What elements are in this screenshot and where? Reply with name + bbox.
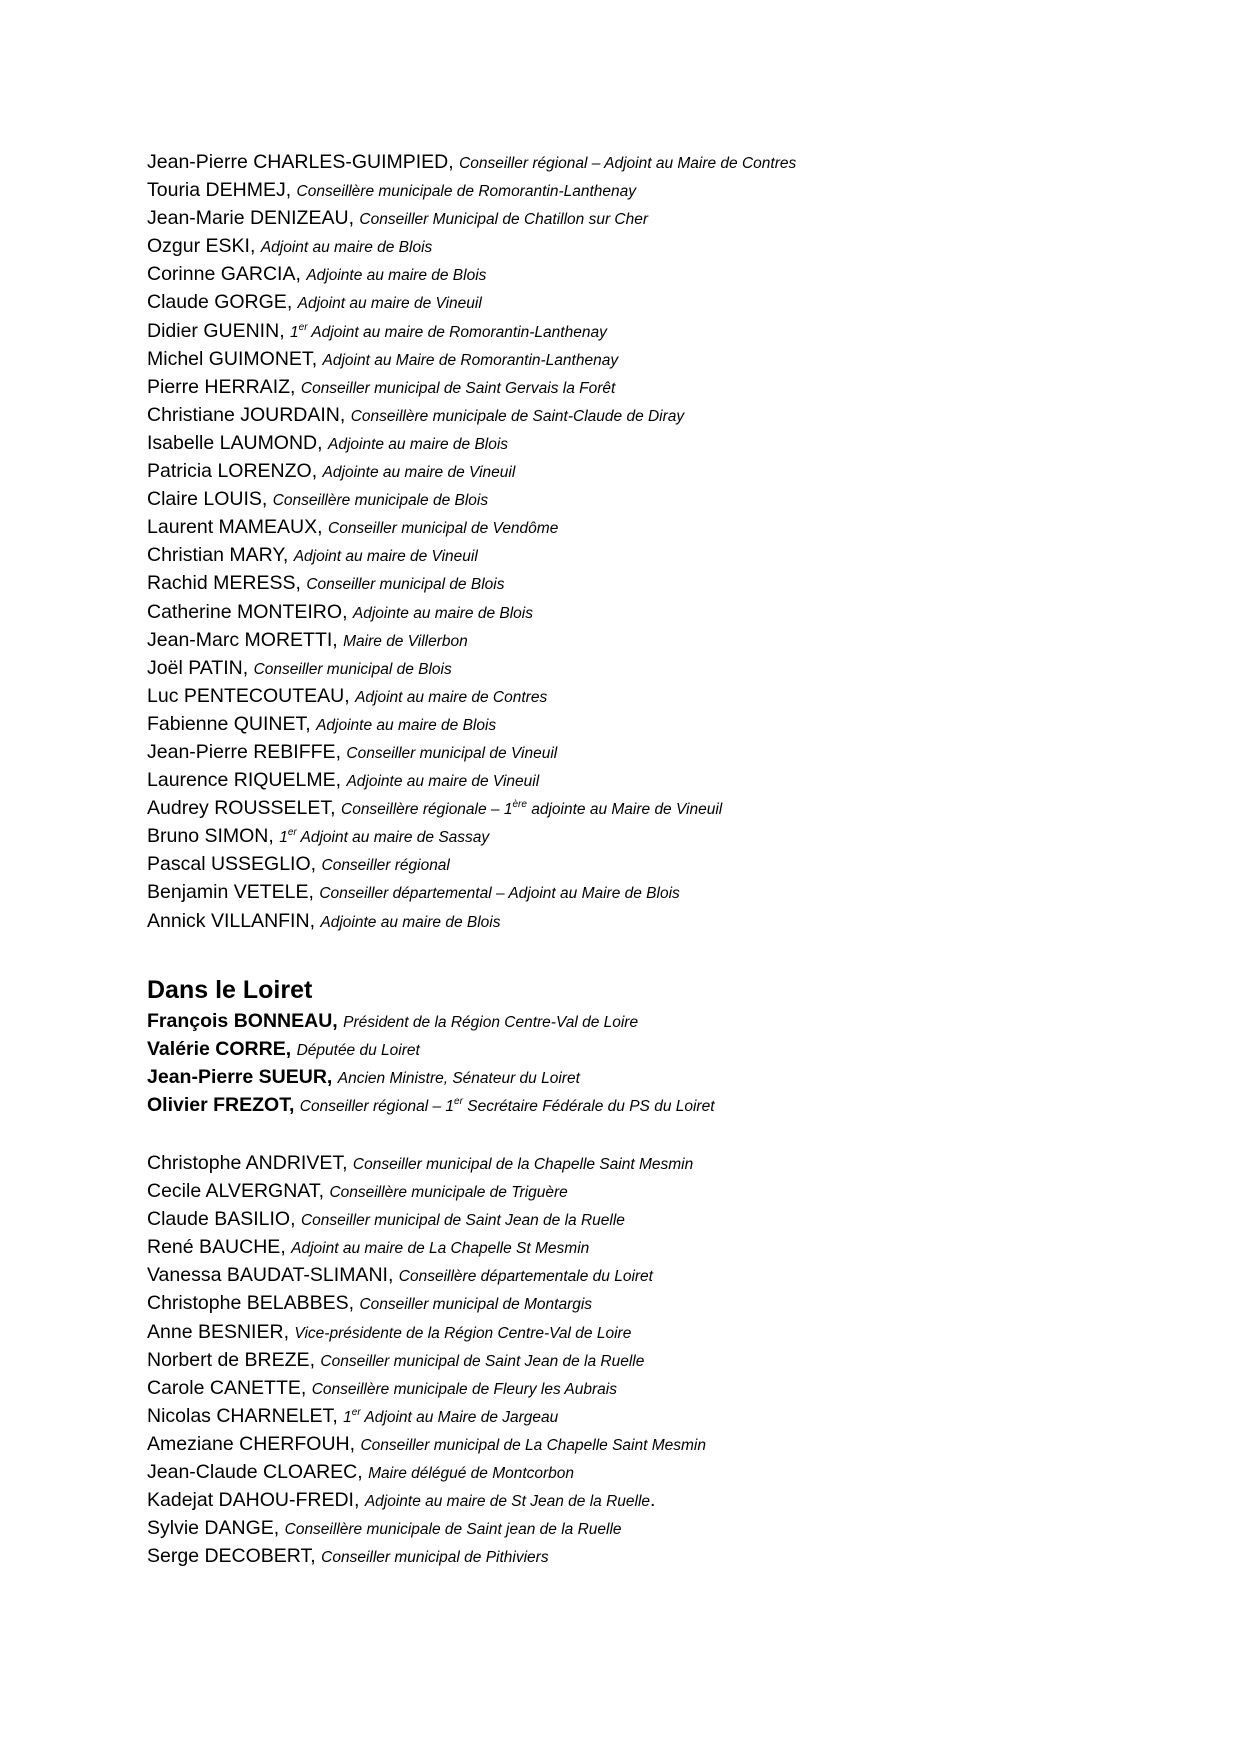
official-entry bbox=[147, 260, 1147, 288]
role-text: Président de la Région Centre-Val de Loire bbox=[343, 1013, 639, 1031]
official-entry bbox=[147, 1007, 1147, 1035]
role-text: Adjointe au maire de Blois bbox=[316, 716, 497, 734]
ordinal-suffix: ère bbox=[512, 799, 527, 811]
role-text: Adjoint au Maire de Romorantin-Lanthenay bbox=[322, 351, 619, 369]
official-name: Benjamin VETELE bbox=[147, 881, 309, 904]
official-role bbox=[306, 267, 486, 284]
role-text: Adjoint au maire de La Chapelle St Mesmin bbox=[291, 1240, 590, 1258]
official-entry bbox=[147, 1233, 1147, 1261]
official-role bbox=[343, 633, 468, 650]
official-role bbox=[291, 1240, 589, 1257]
role-text: Conseiller municipal de Vineuil bbox=[346, 744, 558, 762]
role-text: Maire délégué de Montcorbon bbox=[368, 1465, 575, 1483]
official-role bbox=[368, 1465, 574, 1482]
loiret-leaders-list bbox=[147, 1007, 1147, 1119]
separator: , bbox=[311, 347, 323, 370]
loiret-members-list bbox=[147, 1149, 1147, 1570]
official-name: Ameziane CHERFOUH bbox=[147, 1432, 350, 1455]
official-name: Christiane JOURDAIN bbox=[147, 403, 340, 426]
official-role bbox=[299, 1095, 715, 1115]
official-entry bbox=[147, 317, 1147, 345]
role-text-continued: adjointe au Maire de Vineuil bbox=[526, 801, 723, 819]
separator: , bbox=[288, 1093, 300, 1116]
official-name: Anne BESNIER bbox=[147, 1320, 284, 1343]
official-role bbox=[343, 1014, 638, 1031]
official-role bbox=[294, 1325, 631, 1342]
separator: , bbox=[310, 1545, 322, 1568]
official-name: Jean-Marc MORETTI bbox=[147, 628, 333, 651]
official-entry bbox=[147, 682, 1147, 710]
role-text: Vice-présidente de la Région Centre-Val de Loire bbox=[294, 1324, 632, 1342]
official-entry bbox=[147, 878, 1147, 906]
official-name: Jean-Marie DENIZEAU bbox=[147, 207, 349, 230]
official-name: Christophe BELABBES bbox=[147, 1292, 349, 1315]
role-text: Conseiller municipal de Montargis bbox=[359, 1296, 593, 1314]
role-text: Conseiller municipal de Blois bbox=[253, 660, 452, 678]
official-entry bbox=[147, 1205, 1147, 1233]
separator: , bbox=[309, 1348, 321, 1371]
official-entry bbox=[147, 1177, 1147, 1205]
official-name: Luc PENTECOUTEAU bbox=[147, 684, 345, 707]
role-text: Conseillère municipale de Blois bbox=[272, 492, 489, 510]
role-text: Adjointe au maire de Blois bbox=[352, 604, 533, 622]
section-heading-loiret: Dans le Loiret bbox=[147, 975, 313, 1004]
official-entry bbox=[147, 1063, 1147, 1091]
official-entry bbox=[147, 176, 1147, 204]
separator: , bbox=[279, 319, 291, 342]
role-text: Adjoint au maire de Vineuil bbox=[293, 548, 478, 566]
official-entry bbox=[147, 232, 1147, 260]
separator: , bbox=[261, 488, 273, 511]
official-entry bbox=[147, 626, 1147, 654]
official-role bbox=[279, 829, 489, 846]
official-name: Serge DECOBERT bbox=[147, 1545, 311, 1568]
official-role bbox=[323, 464, 516, 481]
official-role bbox=[261, 239, 432, 256]
separator: , bbox=[342, 1152, 353, 1174]
ordinal-suffix: er bbox=[298, 321, 308, 333]
official-role bbox=[351, 408, 684, 425]
role-text: 1 bbox=[343, 1408, 352, 1426]
separator: , bbox=[295, 263, 307, 286]
separator: , bbox=[290, 375, 301, 398]
official-entry bbox=[147, 1374, 1147, 1402]
official-entry bbox=[147, 738, 1147, 766]
official-name: Valérie CORRE bbox=[147, 1037, 286, 1060]
official-role bbox=[320, 1353, 644, 1370]
official-name: Catherine MONTEIRO bbox=[147, 600, 343, 623]
official-role bbox=[328, 520, 558, 537]
official-name: Pascal USSEGLIO bbox=[147, 853, 311, 876]
role-text: Adjointe au maire de Blois bbox=[327, 435, 509, 453]
official-entry bbox=[147, 1458, 1147, 1486]
official-name: Jean-Pierre REBIFFE bbox=[147, 740, 336, 763]
separator: , bbox=[309, 909, 321, 932]
official-name: Claire LOUIS bbox=[147, 488, 262, 511]
role-text: Adjointe au maire de Vineuil bbox=[322, 464, 516, 482]
official-name: Claude GORGE bbox=[147, 291, 287, 314]
role-text: Conseiller régional bbox=[321, 857, 450, 875]
separator: , bbox=[335, 740, 347, 763]
official-name: Jean-Pierre SUEUR bbox=[147, 1065, 327, 1088]
official-role bbox=[285, 1521, 622, 1538]
separator: , bbox=[357, 1461, 369, 1484]
separator: , bbox=[387, 1264, 399, 1287]
official-role bbox=[329, 1184, 567, 1201]
official-name: Nicolas CHARNELET bbox=[147, 1404, 333, 1427]
role-text: Adjointe au maire de Blois bbox=[306, 267, 487, 285]
official-role bbox=[301, 380, 615, 397]
role-text: Conseillère municipale de Romorantin-Lanthenay bbox=[296, 183, 637, 201]
official-role bbox=[297, 183, 636, 200]
official-role bbox=[312, 1381, 617, 1398]
official-entry bbox=[147, 850, 1147, 878]
official-name: Audrey ROUSSELET bbox=[147, 797, 331, 820]
official-name: Christian MARY bbox=[147, 544, 283, 567]
separator: , bbox=[308, 881, 320, 904]
official-role bbox=[290, 321, 607, 341]
role-text: Conseillère municipale de Fleury les Aubrais bbox=[311, 1380, 617, 1398]
role-text: Adjoint au maire de Contres bbox=[355, 688, 548, 706]
official-name: Olivier FREZOT bbox=[147, 1093, 289, 1116]
official-role bbox=[306, 576, 504, 593]
official-role bbox=[355, 689, 547, 706]
official-entry bbox=[147, 429, 1147, 457]
official-entry bbox=[147, 1149, 1147, 1177]
official-role bbox=[320, 914, 500, 931]
official-name: Christophe ANDRIVET bbox=[147, 1152, 343, 1174]
separator: , bbox=[285, 1037, 297, 1060]
official-name: François BONNEAU bbox=[147, 1009, 333, 1032]
official-name: Kadejat DAHOU-FREDI bbox=[147, 1489, 354, 1512]
official-role bbox=[346, 745, 557, 762]
official-name: Didier GUENIN bbox=[147, 319, 280, 342]
role-text: Conseiller régional – 1 bbox=[299, 1097, 455, 1115]
role-text: Adjoint au maire de Vineuil bbox=[297, 295, 482, 313]
spacer bbox=[147, 1119, 1147, 1149]
official-role bbox=[359, 1296, 592, 1313]
official-name: Corinne GARCIA bbox=[147, 263, 296, 286]
official-name: Pierre HERRAIZ bbox=[147, 375, 291, 398]
official-entry bbox=[147, 569, 1147, 597]
official-role bbox=[346, 773, 539, 790]
official-name: Sylvie DANGE bbox=[147, 1517, 274, 1540]
official-name: Bruno SIMON bbox=[147, 825, 269, 848]
elected-officials-list bbox=[147, 148, 1147, 935]
separator: , bbox=[353, 1489, 365, 1512]
role-text: Maire de Villerbon bbox=[343, 632, 468, 650]
separator: , bbox=[332, 1404, 344, 1427]
role-text: Conseillère municipale de Saint jean de la Ruelle bbox=[284, 1521, 622, 1539]
role-text: Conseiller municipal de Saint Jean de la Ruelle bbox=[300, 1212, 625, 1230]
official-name: Ozgur ESKI bbox=[147, 235, 250, 258]
role-text: Conseillère régionale – 1 bbox=[341, 801, 513, 819]
official-role bbox=[301, 1212, 625, 1229]
official-entry bbox=[147, 513, 1147, 541]
role-text: Députée du Loiret bbox=[296, 1041, 420, 1059]
official-name: Patricia LORENZO bbox=[147, 460, 312, 483]
ordinal-suffix: er bbox=[351, 1406, 361, 1418]
role-text-continued: Adjoint au maire de Sassay bbox=[296, 829, 490, 847]
official-name: Isabelle LAUMOND bbox=[147, 431, 318, 454]
official-entry bbox=[147, 1035, 1147, 1063]
separator: , bbox=[310, 853, 322, 876]
official-entry bbox=[147, 373, 1147, 401]
separator: , bbox=[300, 1376, 312, 1399]
official-entry bbox=[147, 485, 1147, 513]
role-text: 1 bbox=[279, 829, 288, 847]
separator: , bbox=[317, 431, 328, 454]
official-role bbox=[343, 1406, 559, 1426]
official-name: Joël PATIN bbox=[147, 656, 243, 679]
official-entry bbox=[147, 710, 1147, 738]
official-name: Cecile ALVERGNAT bbox=[147, 1180, 319, 1203]
official-name: Laurent MAMEAUX bbox=[147, 516, 318, 539]
official-name: Norbert de BREZE bbox=[147, 1348, 310, 1371]
official-name: Michel GUIMONET bbox=[147, 347, 312, 370]
official-entry bbox=[147, 288, 1147, 316]
separator: , bbox=[268, 825, 280, 848]
role-text: Conseiller départemental – Adjoint au Maire de Blois bbox=[319, 885, 680, 903]
official-role bbox=[298, 295, 482, 312]
separator: , bbox=[344, 684, 356, 707]
official-role bbox=[319, 885, 679, 902]
role-text: Adjointe au maire de Blois bbox=[320, 913, 501, 931]
official-role bbox=[459, 155, 796, 172]
role-text: Conseiller Municipal de Chatillon sur Cher bbox=[359, 211, 649, 229]
official-role bbox=[316, 717, 496, 734]
role-text: Ancien Ministre, Sénateur du Loiret bbox=[337, 1069, 580, 1087]
official-role bbox=[273, 492, 488, 509]
role-text: Conseiller municipal de Blois bbox=[306, 576, 505, 594]
official-entry bbox=[147, 401, 1147, 429]
official-name: Jean-Pierre CHARLES-GUIMPIED bbox=[147, 151, 449, 173]
role-text-continued: Adjoint au Maire de Jargeau bbox=[360, 1408, 559, 1426]
separator: , bbox=[282, 544, 294, 567]
official-name: Laurence RIQUELME bbox=[147, 769, 336, 792]
official-name: Touria DEHMEJ bbox=[147, 179, 286, 202]
official-entry bbox=[147, 1430, 1147, 1458]
role-text: Conseiller municipal de Saint Gervais la Forêt bbox=[300, 379, 616, 397]
separator: , bbox=[348, 207, 360, 230]
role-text: Conseiller municipal de la Chapelle Saint Mesmin bbox=[352, 1156, 694, 1173]
official-role bbox=[360, 1437, 705, 1454]
separator: , bbox=[249, 235, 261, 258]
official-role bbox=[399, 1268, 653, 1285]
official-entry bbox=[147, 766, 1147, 794]
separator: , bbox=[326, 1065, 338, 1088]
official-role bbox=[341, 801, 722, 818]
role-text: 1 bbox=[290, 323, 299, 341]
separator: , bbox=[290, 1208, 301, 1231]
official-entry bbox=[147, 541, 1147, 569]
official-role bbox=[322, 857, 450, 874]
role-text: Conseillère municipale de Triguère bbox=[329, 1184, 568, 1202]
ordinal-suffix: er bbox=[454, 1095, 463, 1107]
official-entry bbox=[147, 1091, 1147, 1119]
role-text: Conseillère municipale de Saint-Claude de Diray bbox=[350, 407, 685, 425]
separator: , bbox=[305, 712, 317, 735]
official-entry bbox=[147, 654, 1147, 682]
role-text: Adjoint au maire de Blois bbox=[260, 239, 433, 257]
official-entry bbox=[147, 148, 1147, 176]
official-name: Annick VILLANFIN bbox=[147, 909, 310, 932]
official-role bbox=[323, 352, 619, 369]
official-role bbox=[353, 1156, 693, 1173]
official-entry bbox=[147, 1542, 1147, 1570]
official-name: Carole CANETTE bbox=[147, 1376, 301, 1399]
role-text: Conseiller régional – Adjoint au Maire de Contres bbox=[459, 155, 797, 172]
separator: , bbox=[342, 600, 353, 623]
official-entry bbox=[147, 907, 1147, 935]
official-entry bbox=[147, 345, 1147, 373]
official-entry bbox=[147, 204, 1147, 232]
separator: , bbox=[283, 1320, 295, 1343]
separator: , bbox=[318, 1180, 330, 1203]
official-role bbox=[297, 1042, 420, 1059]
separator: , bbox=[273, 1517, 285, 1540]
official-entry bbox=[147, 1261, 1147, 1289]
separator: , bbox=[330, 797, 341, 820]
separator: , bbox=[339, 403, 351, 426]
official-entry bbox=[147, 1486, 1147, 1514]
official-entry bbox=[147, 1402, 1147, 1430]
role-text: Adjointe au maire de St Jean de la Ruelle bbox=[364, 1493, 651, 1511]
official-role bbox=[321, 1549, 548, 1566]
official-entry bbox=[147, 598, 1147, 626]
role-text: Conseiller municipal de La Chapelle Saint Mesmin bbox=[360, 1436, 706, 1454]
separator: , bbox=[332, 628, 344, 651]
official-name: Claude BASILIO bbox=[147, 1208, 291, 1231]
separator: , bbox=[335, 769, 347, 792]
official-role bbox=[328, 436, 508, 453]
separator: , bbox=[349, 1432, 361, 1455]
separator: , bbox=[286, 291, 298, 314]
role-text: Adjointe au maire de Vineuil bbox=[346, 773, 540, 791]
official-role bbox=[338, 1070, 580, 1087]
separator: , bbox=[317, 516, 328, 539]
document-page bbox=[147, 148, 1147, 1570]
ordinal-suffix: er bbox=[287, 827, 297, 839]
separator: , bbox=[242, 656, 254, 679]
official-role bbox=[254, 661, 452, 678]
separator: , bbox=[295, 572, 307, 595]
official-name: Rachid MERESS bbox=[147, 572, 296, 595]
official-role bbox=[353, 605, 533, 622]
official-role bbox=[294, 548, 478, 565]
official-name: Vanessa BAUDAT-SLIMANI bbox=[147, 1264, 388, 1287]
official-name: René BAUCHE bbox=[147, 1236, 281, 1259]
separator: , bbox=[311, 460, 323, 483]
role-text-continued: Secrétaire Fédérale du PS du Loiret bbox=[462, 1097, 715, 1115]
official-entry bbox=[147, 1289, 1147, 1317]
official-entry bbox=[147, 457, 1147, 485]
role-text-continued: Adjoint au maire de Romorantin-Lanthenay bbox=[307, 323, 607, 341]
trailing-punctuation: . bbox=[650, 1489, 656, 1512]
official-entry bbox=[147, 794, 1147, 822]
official-name: Fabienne QUINET bbox=[147, 712, 306, 735]
separator: , bbox=[280, 1236, 292, 1259]
separator: , bbox=[332, 1009, 344, 1032]
role-text: Conseiller municipal de Vendôme bbox=[328, 520, 559, 538]
official-role bbox=[365, 1493, 650, 1510]
separator: , bbox=[285, 179, 297, 202]
separator: , bbox=[448, 151, 460, 173]
role-text: Conseiller municipal de Saint Jean de la Ruelle bbox=[320, 1352, 645, 1370]
role-text: Conseiller municipal de Pithiviers bbox=[321, 1549, 549, 1567]
separator: , bbox=[348, 1292, 360, 1315]
official-entry bbox=[147, 1346, 1147, 1374]
official-entry bbox=[147, 822, 1147, 850]
official-entry bbox=[147, 1318, 1147, 1346]
official-role bbox=[359, 211, 648, 228]
official-name: Jean-Claude CLOAREC bbox=[147, 1461, 358, 1484]
role-text: Conseillère départementale du Loiret bbox=[398, 1268, 653, 1286]
official-entry bbox=[147, 1514, 1147, 1542]
